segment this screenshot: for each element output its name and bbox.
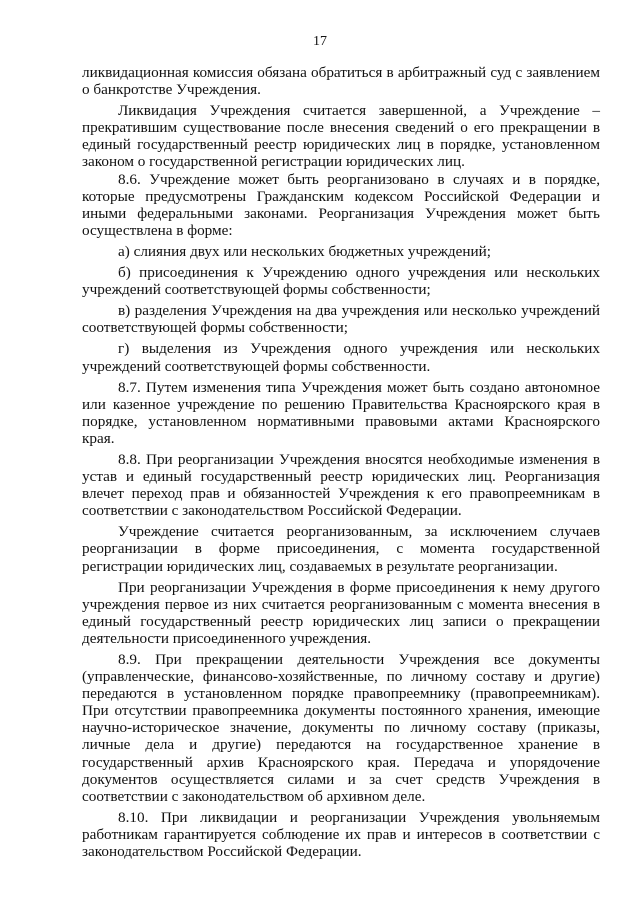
paragraph-liquidation-commission: ликвидационная комиссия обязана обратиться в арбитражный суд с заявлением о банкротстве Учреждения. xyxy=(82,64,600,99)
paragraph-8-7: 8.7. Путем изменения типа Учреждения может быть создано автономное или казенное учреждение по решению Правительства Красноярского края в порядке, установленном нормативными правовыми актами Красноярского края. xyxy=(82,378,600,447)
paragraph-8-6: 8.6. Учреждение может быть реорганизовано в случаях и в порядке, которые предусмотрены Гражданским кодексом Российской Федерации и иными федеральными законами. Реорганизация Учреждения может быть осуществлена в форме: xyxy=(82,170,600,239)
paragraph-8-10: 8.10. При ликвидации и реорганизации Учреждения увольняемым работникам гарантируется соблюдение их прав и интересов в соответствии с законодательством Российской Федерации. xyxy=(82,808,600,861)
paragraph-liquidation-complete: Ликвидация Учреждения считается завершенной, а Учреждение – прекратившим существование после внесения сведений о его прекращении в единый государственный реестр юридических лиц в порядке, установленном законом о государственной регистрации юридических лиц. xyxy=(82,102,600,171)
list-item-b: б) присоединения к Учреждению одного учреждения или нескольких учреждений соответствующей формы собственности; xyxy=(82,264,600,299)
document-body xyxy=(82,64,600,860)
list-item-a: а) слияния двух или нескольких бюджетных учреждений; xyxy=(118,242,492,260)
list-item-v: в) разделения Учреждения на два учреждения или несколько учреждений соответствующей формы собственности; xyxy=(82,302,600,337)
paragraph-reorganized: Учреждение считается реорганизованным, за исключением случаев реорганизации в форме присоединения, с момента государственной регистрации юридических лиц, создаваемых в результате реорганизации. xyxy=(82,523,600,575)
paragraph-accession: При реорганизации Учреждения в форме присоединения к нему другого учреждения первое из них считается реорганизованным с момента внесения в единый государственный реестр юридических лиц записи о прекращении деятельности присоединенного учреждения. xyxy=(82,578,600,647)
page-number: 17 xyxy=(313,34,327,49)
paragraph-8-9: 8.9. При прекращении деятельности Учреждения все документы (управленческие, финансово-хозяйственные, по личному составу и другие) передаются в установленном порядке правопреемнику (правопреемникам). При отсутствии правопреемника документы постоянного хранения, имеющие научно-историческое значение, документы по личному составу (приказы, личные дела и другие) передаются на государственное хранение в государственный архив Красноярского края. Передача и упорядочение документов осуществляется силами и за счет средств Учреждения в соответствии с законодательством об архивном деле. xyxy=(82,651,600,805)
list-item-g: г) выделения из Учреждения одного учреждения или нескольких учреждений соответствующей формы собственности. xyxy=(82,340,600,375)
paragraph-8-8: 8.8. При реорганизации Учреждения вносятся необходимые изменения в устав и единый государственный реестр юридических лиц. Реорганизация влечет переход прав и обязанностей Учреждения к его правопреемникам в соответствии с законодательством Российской Федерации. xyxy=(82,450,600,520)
